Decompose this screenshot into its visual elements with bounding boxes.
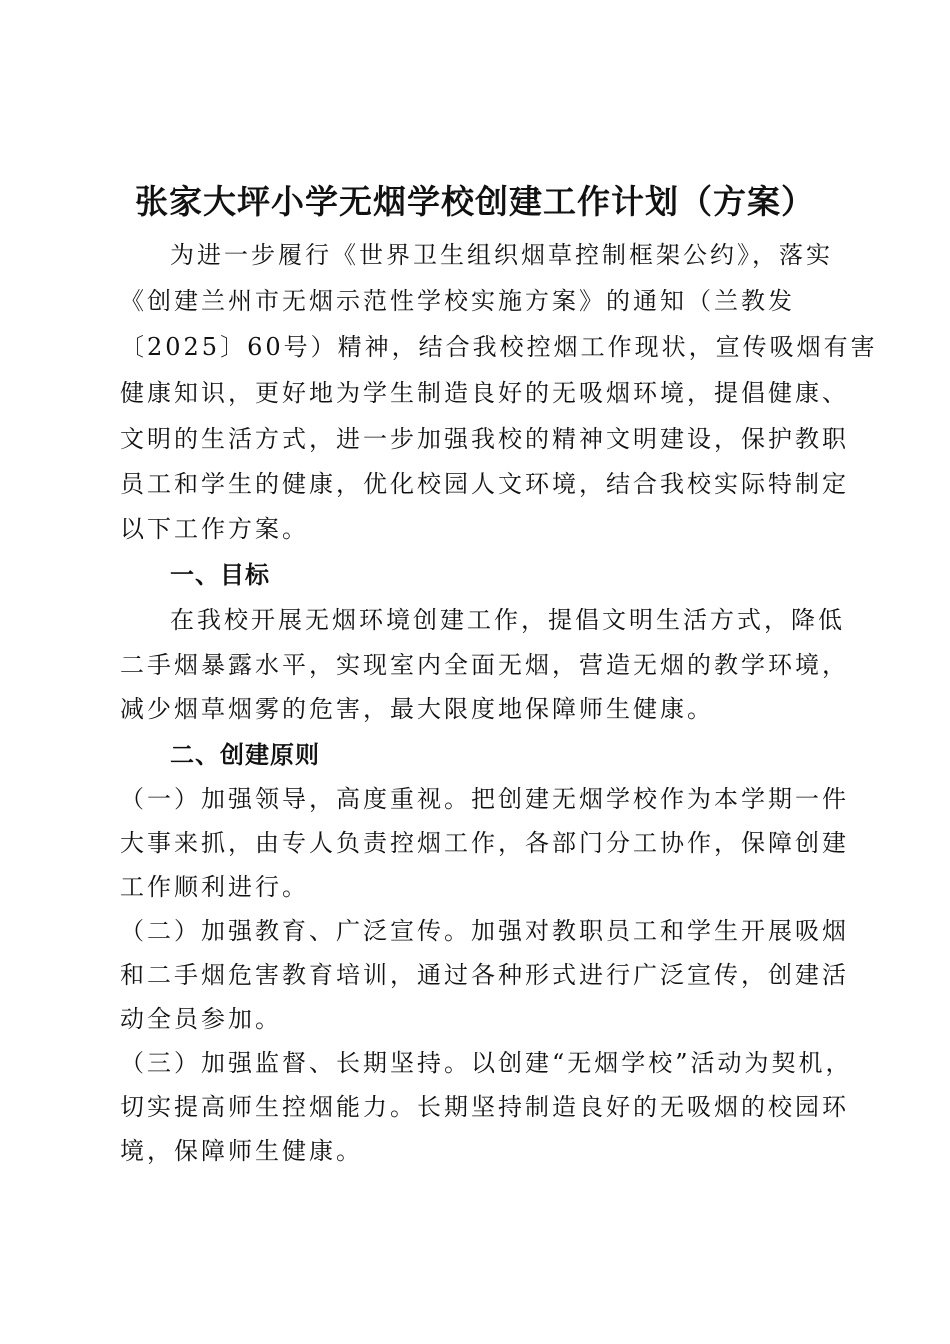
principle-1-line-3: 工作顺利进行。 — [120, 873, 309, 901]
intro-line-2: 《创建兰州市无烟示范性学校实施方案》的通知（兰教发 — [120, 287, 795, 315]
principle-3-line-1: （三）加强监督、长期坚持。以创建“无烟学校”活动为契机， — [120, 1049, 853, 1077]
document-title: 张家大坪小学无烟学校创建工作计划（方案） — [135, 182, 815, 221]
section-heading-goal: 一、目标 — [170, 561, 270, 589]
intro-line-1: 为进一步履行《世界卫生组织烟草控制框架公约》，落实 — [170, 241, 833, 269]
intro-line-4: 健康知识，更好地为学生制造良好的无吸烟环境，提倡健康、 — [120, 379, 849, 407]
goal-line-2: 二手烟暴露水平，实现室内全面无烟，营造无烟的教学环境， — [120, 651, 849, 679]
goal-line-3: 减少烟草烟雾的危害，最大限度地保障师生健康。 — [120, 695, 714, 723]
intro-line-7: 以下工作方案。 — [120, 515, 309, 543]
principle-1-line-1: （一）加强领导，高度重视。把创建无烟学校作为本学期一件 — [120, 785, 849, 813]
principle-3-line-3: 境，保障师生健康。 — [120, 1137, 363, 1165]
principle-1-line-2: 大事来抓，由专人负责控烟工作，各部门分工协作，保障创建 — [120, 829, 849, 857]
section-heading-principles: 二、创建原则 — [170, 741, 320, 769]
principle-2-line-3: 动全员参加。 — [120, 1005, 282, 1033]
principle-3-line-2: 切实提高师生控烟能力。长期坚持制造良好的无吸烟的校园环 — [120, 1093, 849, 1121]
intro-line-3: 〔2025〕60号）精神，结合我校控烟工作现状，宣传吸烟有害 — [120, 333, 878, 361]
goal-line-1: 在我校开展无烟环境创建工作，提倡文明生活方式，降低 — [170, 606, 845, 634]
intro-line-5: 文明的生活方式，进一步加强我校的精神文明建设，保护教职 — [120, 425, 849, 453]
principle-2-line-2: 和二手烟危害教育培训，通过各种形式进行广泛宣传，创建活 — [120, 961, 849, 989]
principle-2-line-1: （二）加强教育、广泛宣传。加强对教职员工和学生开展吸烟 — [120, 917, 849, 945]
intro-line-6: 员工和学生的健康，优化校园人文环境，结合我校实际特制定 — [120, 470, 849, 498]
